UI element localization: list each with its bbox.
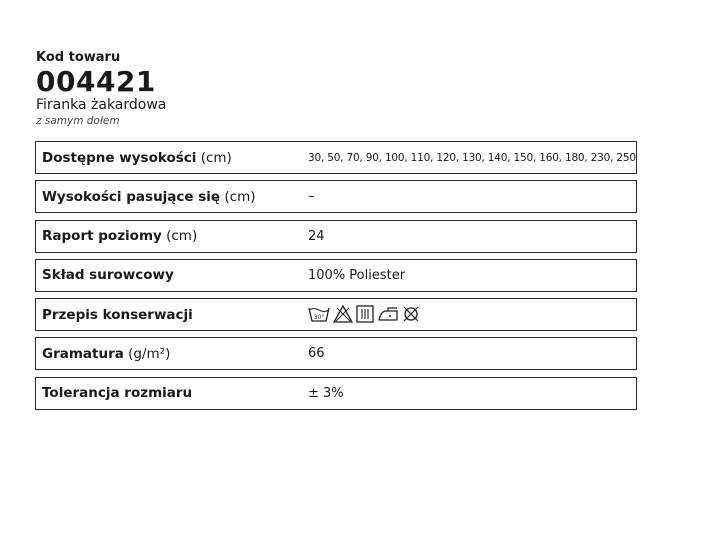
spec-label: Skład surowcowy (42, 267, 174, 284)
spec-label: Wysokości pasujące się (cm) (42, 188, 256, 205)
spec-label: Tolerancja rozmiaru (42, 385, 193, 402)
product-header (36, 50, 166, 128)
iron-icon (377, 305, 399, 323)
spec-label: Gramatura (g/m²) (42, 345, 171, 362)
spec-label: Raport poziomy (cm) (42, 228, 198, 245)
spec-row-composition (35, 259, 637, 292)
spec-row-weight (35, 337, 637, 370)
no-bleach-triangle-icon (333, 305, 353, 323)
product-name: Firanka żakardowa (36, 97, 167, 113)
spec-label: Dostępne wysokości (cm) (42, 149, 232, 166)
spec-value: ± 3% (308, 385, 344, 401)
spec-value: 30, 50, 70, 90, 100, 110, 120, 130, 140, 150, 160, 180, 230, 250 (308, 151, 636, 164)
spec-value: 100% Poliester (308, 267, 406, 283)
product-subtitle: z samym dołem (36, 115, 120, 127)
product-code-label: Kod towaru (36, 50, 121, 65)
spec-value: 66 (308, 346, 325, 362)
spec-row-care (35, 298, 637, 331)
product-code: 004421 (36, 65, 156, 98)
wash-30-icon (308, 305, 330, 323)
svg-text:30°: 30° (313, 314, 325, 322)
spec-table (35, 141, 637, 416)
spec-row-size-tolerance (35, 377, 637, 410)
spec-row-pattern-repeat (35, 220, 637, 253)
no-tumble-dry-icon (402, 305, 420, 323)
spec-label: Przepis konserwacji (42, 306, 193, 323)
care-icons (308, 305, 420, 323)
spec-row-matching-heights (35, 180, 637, 213)
spec-value: – (308, 189, 315, 205)
spec-row-heights (35, 141, 637, 174)
spec-value: 24 (308, 228, 325, 244)
dry-flat-icon (356, 305, 374, 323)
